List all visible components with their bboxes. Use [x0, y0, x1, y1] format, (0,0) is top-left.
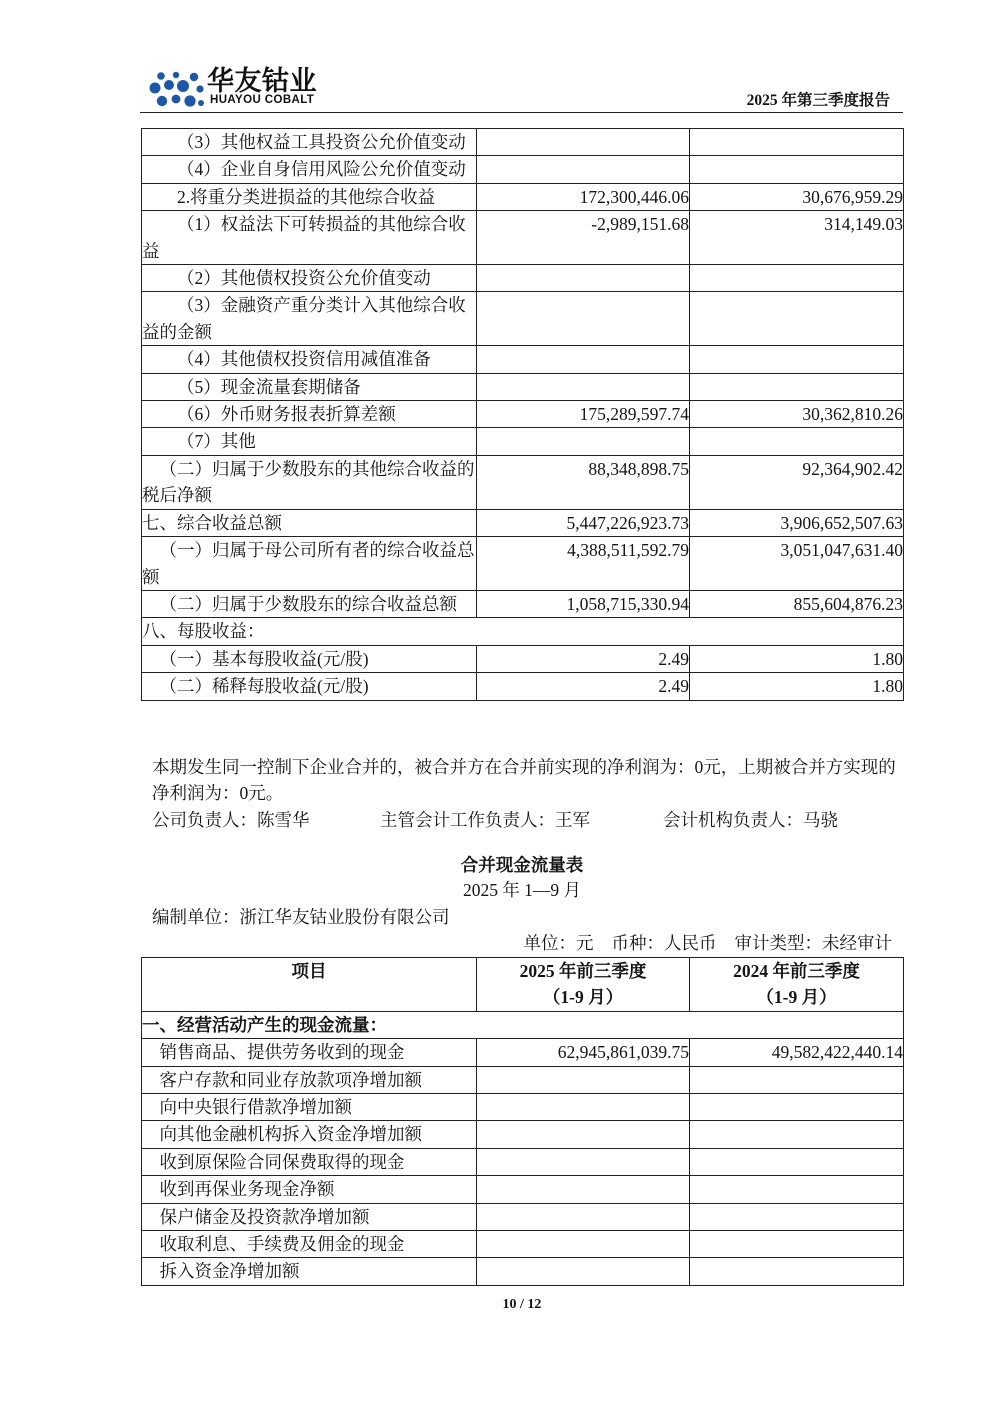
- current-period-cell: [477, 373, 690, 400]
- header-item-cell: [142, 958, 477, 1012]
- current-period-cell: [477, 1066, 690, 1093]
- unit-line: [524, 930, 893, 956]
- item-cell: （4）企业自身信用风险公允价值变动: [142, 156, 477, 183]
- item-cell: 销售商品、提供劳务收到的现金: [142, 1039, 477, 1066]
- header-prior-cell: [690, 958, 904, 1012]
- prior-period-cell: 30,362,810.26: [690, 401, 904, 428]
- item-cell: （7）其他: [142, 428, 477, 455]
- table-row: [142, 292, 904, 346]
- logo-dot: [184, 95, 195, 106]
- current-period-cell: 5,447,226,923.73: [477, 509, 690, 536]
- item-cell: 客户存款和同业存放款项净增加额: [142, 1066, 477, 1093]
- table-row: [142, 211, 904, 265]
- current-period-cell: [477, 1094, 690, 1121]
- prior-period-cell: 30,676,959.29: [690, 183, 904, 210]
- audit-type-label: 审计类型：未经审计: [734, 933, 892, 953]
- table-row: [142, 537, 904, 591]
- item-cell: （1）权益法下可转损益的其他综合收益: [142, 211, 477, 265]
- prior-period-cell: 855,604,876.23: [690, 590, 904, 617]
- prior-period-cell: [690, 265, 904, 292]
- table-row: [142, 673, 904, 700]
- table-header-row: [142, 958, 904, 1012]
- prior-period-cell: 92,364,902.42: [690, 455, 904, 509]
- logo-dot: [196, 85, 203, 92]
- item-cell: 保户储金及投资款净增加额: [142, 1203, 477, 1230]
- item-cell: 向中央银行借款净增加额: [142, 1094, 477, 1121]
- prior-period-cell: [690, 428, 904, 455]
- prior-period-cell: [690, 1148, 904, 1175]
- header-prior-line2: （1-9 月）: [756, 987, 837, 1008]
- accounting-dept-head-signature: 会计机构负责人：马骁: [663, 810, 838, 830]
- currency-label: 币种：人民币: [611, 933, 717, 953]
- logo-dot: [150, 83, 161, 94]
- table-row: [142, 590, 904, 617]
- logo-dot: [173, 72, 179, 78]
- prior-period-cell: [690, 1176, 904, 1203]
- current-period-cell: [477, 346, 690, 373]
- header-current-line1: 2025 年前三季度: [519, 961, 647, 981]
- header-prior-line1: 2024 年前三季度: [733, 961, 860, 981]
- prior-period-cell: [690, 156, 904, 183]
- table-row: [142, 265, 904, 292]
- current-period-cell: [477, 1176, 690, 1203]
- item-cell: （2）其他债权投资公允价值变动: [142, 265, 477, 292]
- header-current-cell: [477, 958, 690, 1012]
- logo-dot: [157, 72, 165, 80]
- prior-period-cell: [690, 1258, 904, 1285]
- report-title: 2025 年第三季度报告: [746, 92, 890, 109]
- current-period-cell: 2.49: [477, 673, 690, 700]
- prior-period-cell: [690, 129, 904, 156]
- table-row: [142, 183, 904, 210]
- item-cell: （一）归属于母公司所有者的综合收益总额: [142, 537, 477, 591]
- table-row: [142, 373, 904, 400]
- current-period-cell: 88,348,898.75: [477, 455, 690, 509]
- accounting-head-signature: 主管会计工作负责人：王军: [380, 810, 590, 830]
- item-cell: 收到原保险合同保费取得的现金: [142, 1148, 477, 1175]
- header-divider: [140, 112, 903, 113]
- section-cell: 一、经营活动产生的现金流量：: [142, 1011, 904, 1038]
- current-period-cell: 4,388,511,592.79: [477, 537, 690, 591]
- prior-period-cell: 1.80: [690, 673, 904, 700]
- prior-period-cell: [690, 1094, 904, 1121]
- prior-period-cell: 3,906,652,507.63: [690, 509, 904, 536]
- table-row: [142, 618, 904, 645]
- prior-period-cell: [690, 1203, 904, 1230]
- unit-label: 单位：元: [523, 933, 594, 953]
- table-row: [142, 1121, 904, 1148]
- logo-dot: [164, 80, 174, 90]
- logo-dot: [190, 73, 198, 81]
- prior-period-cell: [690, 292, 904, 346]
- table-row: [142, 645, 904, 672]
- item-cell: （3）金融资产重分类计入其他综合收益的金额: [142, 292, 477, 346]
- current-period-cell: 2.49: [477, 645, 690, 672]
- current-period-cell: [477, 156, 690, 183]
- table-row: [142, 1011, 904, 1038]
- prior-period-cell: 1.80: [690, 645, 904, 672]
- item-cell: （4）其他债权投资信用减值准备: [142, 346, 477, 373]
- header-item-label: 项目: [291, 961, 327, 981]
- table-row: [142, 428, 904, 455]
- current-period-cell: 172,300,446.06: [477, 183, 690, 210]
- table-row: [142, 1231, 904, 1258]
- current-period-cell: [477, 1258, 690, 1285]
- current-period-cell: 175,289,597.74: [477, 401, 690, 428]
- prior-period-cell: 3,051,047,631.40: [690, 537, 904, 591]
- current-period-cell: [477, 1121, 690, 1148]
- current-period-cell: [477, 1148, 690, 1175]
- company-head-signature: 公司负责人：陈雪华: [152, 810, 310, 830]
- table-row: [142, 509, 904, 536]
- table-row: [142, 346, 904, 373]
- logo-wordmark-cn: 华友钴业: [207, 66, 317, 96]
- prior-period-cell: [690, 1066, 904, 1093]
- prior-period-cell: [690, 346, 904, 373]
- cash-flow-table: [141, 957, 904, 1286]
- current-period-cell: 62,945,861,039.75: [477, 1039, 690, 1066]
- table-row: [142, 1094, 904, 1121]
- item-cell: （二）归属于少数股东的综合收益总额: [142, 590, 477, 617]
- logo-dot: [172, 95, 181, 104]
- current-period-cell: [477, 428, 690, 455]
- current-period-cell: [477, 1231, 690, 1258]
- item-cell: （3）其他权益工具投资公允价值变动: [142, 129, 477, 156]
- prior-period-cell: [690, 1121, 904, 1148]
- table-row: [142, 129, 904, 156]
- table-row: [142, 156, 904, 183]
- table-row: [142, 401, 904, 428]
- item-cell: 向其他金融机构拆入资金净增加额: [142, 1121, 477, 1148]
- income-statement-table: [141, 128, 904, 701]
- logo-dot: [157, 96, 167, 106]
- item-cell: （一）基本每股收益(元/股): [142, 645, 477, 672]
- page-number: 10 / 12: [502, 1297, 542, 1312]
- current-period-cell: [477, 1203, 690, 1230]
- logo-wordmark-en: HUAYOU COBALT: [210, 94, 315, 106]
- table-row: [142, 1258, 904, 1285]
- merger-note: 本期发生同一控制下企业合并的，被合并方在合并前实现的净利润为：0元，上期被合并方实现的净利润为：0元。: [152, 757, 896, 804]
- current-period-cell: [477, 129, 690, 156]
- prior-period-cell: [690, 373, 904, 400]
- header-current-line2: （1-9 月）: [542, 987, 624, 1008]
- current-period-cell: -2,989,151.68: [477, 211, 690, 265]
- section-cell: 八、每股收益：: [142, 618, 904, 645]
- item-cell: （二）归属于少数股东的其他综合收益的税后净额: [142, 455, 477, 509]
- logo-dot: [198, 100, 204, 106]
- prior-period-cell: 49,582,422,440.14: [690, 1039, 904, 1066]
- prior-period-cell: 314,149.03: [690, 211, 904, 265]
- item-cell: （5）现金流量套期储备: [142, 373, 477, 400]
- table-row: [142, 455, 904, 509]
- current-period-cell: 1,058,715,330.94: [477, 590, 690, 617]
- table-row: [142, 1039, 904, 1066]
- logo-dot: [177, 80, 189, 92]
- item-cell: （6）外币财务报表折算差额: [142, 401, 477, 428]
- item-cell: 收取利息、手续费及佣金的现金: [142, 1231, 477, 1258]
- compiler-label: 编制单位：浙江华友钴业股份有限公司: [152, 907, 450, 927]
- table-row: [142, 1203, 904, 1230]
- item-cell: 拆入资金净增加额: [142, 1258, 477, 1285]
- table-row: [142, 1176, 904, 1203]
- table-row: [142, 1148, 904, 1175]
- prior-period-cell: [690, 1231, 904, 1258]
- cash-flow-title: 合并现金流量表: [460, 855, 584, 875]
- item-cell: 七、综合收益总额: [142, 509, 477, 536]
- item-cell: （二）稀释每股收益(元/股): [142, 673, 477, 700]
- company-logo-icon: [149, 71, 205, 109]
- cash-flow-period: 2025 年 1—9 月: [462, 880, 582, 900]
- table-row: [142, 1066, 904, 1093]
- current-period-cell: [477, 292, 690, 346]
- current-period-cell: [477, 265, 690, 292]
- item-cell: 2.将重分类进损益的其他综合收益: [142, 183, 477, 210]
- item-cell: 收到再保业务现金净额: [142, 1176, 477, 1203]
